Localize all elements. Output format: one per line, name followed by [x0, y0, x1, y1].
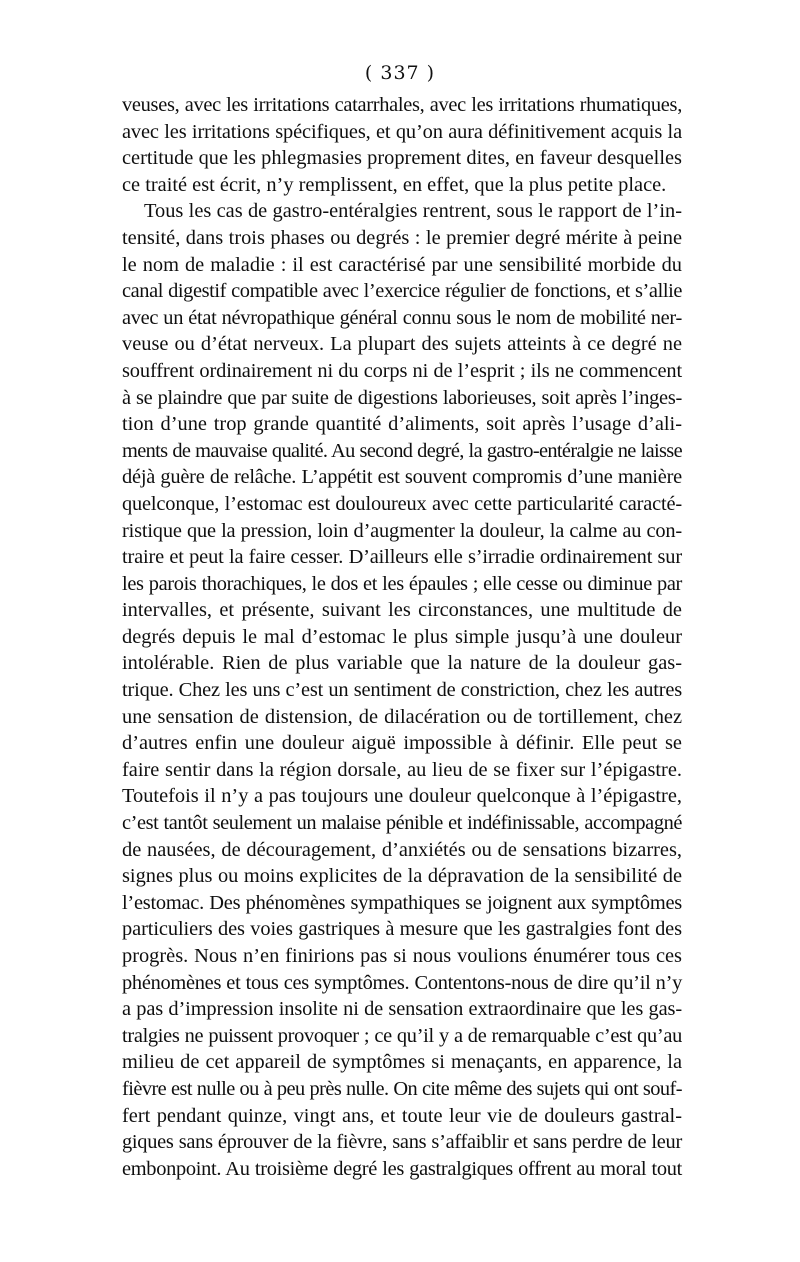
text-line: c’est tantôt seulement un malaise pénible et indéfinissable, accompagné	[122, 812, 682, 835]
text-line: giques sans éprouver de la fièvre, sans s’affaiblir et sans perdre de leur	[122, 1131, 682, 1154]
body-text	[122, 92, 682, 1182]
text-line: tralgies ne puissent provoquer ; ce qu’il y a de remarquable c’est qu’au	[122, 1024, 682, 1047]
text-line: Toutefois il n’y a pas toujours une douleur quelconque à l’épigastre,	[122, 785, 682, 808]
paragraph-start-line: Tous les cas de gastro-entéralgies rentrent, sous le rapport de l’in-	[144, 200, 682, 223]
text-line: ments de mauvaise qualité. Au second degré, la gastro-entéralgie ne laisse	[122, 439, 682, 462]
text-line: progrès. Nous n’en finirions pas si nous voulions énumérer tous ces	[122, 945, 682, 967]
text-line: certitude que les phlegmasies proprement dites, en faveur desquelles	[122, 147, 682, 170]
text-line: une sensation de distension, de dilacération ou de tortillement, chez	[122, 705, 682, 728]
text-line: déjà guère de relâche. L’appétit est souvent compromis d’une manière	[122, 466, 682, 489]
text-line: les parois thorachiques, le dos et les épaules ; elle cesse ou diminue par	[122, 572, 682, 595]
text-line: a pas d’impression insolite ni de sensation extraordinaire que les gas-	[122, 998, 682, 1021]
text-line: faire sentir dans la région dorsale, au lieu de se fixer sur l’épigastre.	[122, 758, 682, 781]
text-line: canal digestif compatible avec l’exercice régulier de fonctions, et s’allie	[122, 280, 682, 303]
text-line: intervalles, et présente, suivant les circonstances, une multitude de	[122, 599, 682, 622]
text-line: embonpoint. Au troisième degré les gastralgiques offrent au moral tout	[122, 1157, 682, 1180]
text-line: phénomènes et tous ces symptômes. Contentons-nous de dire qu’il n’y	[122, 971, 682, 994]
text-line: de nausées, de découragement, d’anxiétés ou de sensations bizarres,	[122, 838, 682, 861]
text-line: tion d’une trop grande quantité d’aliments, soit après l’usage d’ali-	[122, 413, 682, 436]
text-line: ce traité est écrit, n’y remplissent, en effet, que la plus petite place.	[122, 173, 667, 196]
page-number: ( 337 )	[364, 62, 436, 84]
text-line: particuliers des voies gastriques à mesure que les gastralgies font des	[122, 918, 682, 941]
text-line: souffrent ordinairement ni du corps ni de l’esprit ; ils ne commencent	[122, 359, 682, 382]
text-line: trique. Chez les uns c’est un sentiment de constriction, chez les autres	[122, 679, 682, 702]
text-line: milieu de cet appareil de symptômes si menaçants, en apparence, la	[122, 1051, 682, 1074]
text-line: veuses, avec les irritations catarrhales, avec les irritations rhumatiques,	[122, 94, 682, 116]
text-line: à se plaindre que par suite de digestions laborieuses, soit après l’inges-	[122, 386, 682, 409]
text-line: quelconque, l’estomac est douloureux avec cette particularité caracté-	[122, 492, 682, 515]
text-line: veuse ou d’état nerveux. La plupart des sujets atteints à ce degré ne	[122, 333, 682, 356]
text-line: le nom de maladie : il est caractérisé par une sensibilité morbide du	[122, 253, 682, 276]
text-line: signes plus ou moins explicites de la dépravation de la sensibilité de	[122, 865, 682, 888]
text-line: fièvre est nulle ou à peu près nulle. On cite même des sujets qui ont souf-	[122, 1077, 682, 1100]
text-line: tensité, dans trois phases ou degrés : le premier degré mérite à peine	[122, 226, 682, 249]
text-line: intolérable. Rien de plus variable que la nature de la douleur gas-	[122, 652, 682, 675]
text-line: d’autres enfin une douleur aiguë impossible à définir. Elle peut se	[122, 732, 682, 755]
text-line: fert pendant quinze, vingt ans, et toute leur vie de douleurs gastral-	[122, 1104, 682, 1127]
text-line: avec un état névropathique général connu sous le nom de mobilité ner-	[122, 306, 682, 329]
text-line: ristique que la pression, loin d’augmenter la douleur, la calme au con-	[122, 519, 682, 542]
text-line: degrés depuis le mal d’estomac le plus simple jusqu’à une douleur	[122, 625, 682, 648]
text-line: avec les irritations spécifiques, et qu’on aura définitivement acquis la	[122, 120, 682, 143]
text-line: traire et peut la faire cesser. D’ailleurs elle s’irradie ordinairement sur	[122, 546, 682, 569]
text-line: l’estomac. Des phénomènes sympathiques se joignent aux symptômes	[122, 891, 682, 914]
